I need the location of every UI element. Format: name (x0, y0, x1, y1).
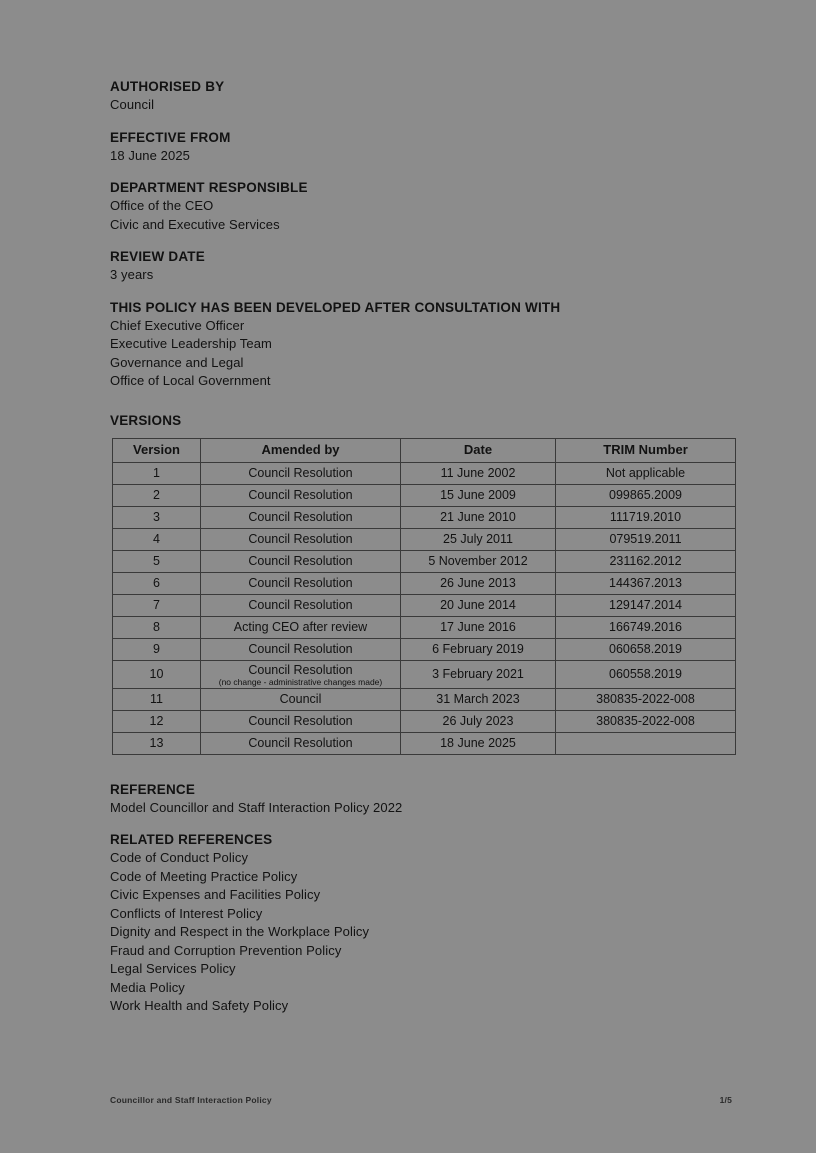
footer-document-title: Councillor and Staff Interaction Policy (110, 1095, 272, 1105)
cell-date: 21 June 2010 (401, 506, 556, 528)
cell-date: 3 February 2021 (401, 660, 556, 688)
cell-trim: 144367.2013 (556, 572, 736, 594)
section-line: Chief Executive Officer (110, 317, 245, 333)
cell-amended-by: Acting CEO after review (201, 616, 401, 638)
section-line: 3 years (110, 267, 154, 282)
section-effective-from (110, 129, 732, 166)
cell-amended-by: Council Resolution (201, 732, 401, 754)
column-header-version: Version (113, 438, 201, 462)
cell-version: 11 (113, 688, 201, 710)
section-heading: RELATED REFERENCES (110, 832, 273, 847)
cell-amended-by: Council Resolution (201, 462, 401, 484)
cell-version: 6 (113, 572, 201, 594)
table-row (113, 528, 736, 550)
table-row (113, 660, 736, 688)
table-row (113, 688, 736, 710)
section-line: Office of Local Government (110, 373, 271, 388)
table-row (113, 616, 736, 638)
cell-trim (556, 732, 736, 754)
cell-trim: 166749.2016 (556, 616, 736, 638)
cell-trim: 111719.2010 (556, 506, 736, 528)
column-header-date: Date (401, 438, 556, 462)
table-row (113, 462, 736, 484)
table-row (113, 710, 736, 732)
section-line: Office of the CEO (110, 198, 214, 213)
cell-amended-by: Council Resolution (201, 710, 401, 732)
section-authorised-by (110, 78, 732, 115)
cell-amended-by: Council Resolution (201, 484, 401, 506)
section-heading: AUTHORISED BY (110, 79, 225, 94)
page-footer (110, 1095, 732, 1105)
related-reference-item: Fraud and Corruption Prevention Policy (110, 942, 342, 958)
cell-trim: 060658.2019 (556, 638, 736, 660)
table-row (113, 732, 736, 754)
section-line: Civic and Executive Services (110, 216, 280, 232)
cell-date: 18 June 2025 (401, 732, 556, 754)
related-reference-item: Work Health and Safety Policy (110, 998, 289, 1013)
cell-version: 4 (113, 528, 201, 550)
cell-amended-by: Council Resolution (201, 572, 401, 594)
related-reference-item: Code of Meeting Practice Policy (110, 868, 298, 884)
section-reference (110, 781, 732, 818)
cell-trim: 079519.2011 (556, 528, 736, 550)
section-related-references (110, 831, 732, 1016)
section-consultation (110, 299, 732, 391)
section-review-date (110, 248, 732, 285)
table-row (113, 638, 736, 660)
related-reference-item: Dignity and Respect in the Workplace Policy (110, 924, 370, 939)
section-line: Governance and Legal (110, 354, 244, 370)
cell-trim: 380835-2022-008 (556, 688, 736, 710)
cell-amended-by-text: Council Resolution (248, 662, 353, 677)
versions-table (112, 438, 736, 755)
cell-version: 9 (113, 638, 201, 660)
related-reference-item: Conflicts of Interest Policy (110, 905, 263, 921)
cell-version: 7 (113, 594, 201, 616)
cell-date: 11 June 2002 (401, 462, 556, 484)
cell-date: 20 June 2014 (401, 594, 556, 616)
cell-date: 26 June 2013 (401, 572, 556, 594)
cell-amended-by: Council (201, 688, 401, 710)
cell-amended-by: Council Resolution (201, 638, 401, 660)
table-header-row (113, 438, 736, 462)
cell-version: 10 (113, 660, 201, 688)
section-heading: DEPARTMENT RESPONSIBLE (110, 180, 308, 195)
cell-date: 26 July 2023 (401, 710, 556, 732)
section-heading: REVIEW DATE (110, 249, 205, 264)
versions-heading: VERSIONS (110, 412, 182, 428)
column-header-trim-number: TRIM Number (556, 438, 736, 462)
cell-amended-by: Council Resolution (201, 594, 401, 616)
section-line: Executive Leadership Team (110, 336, 272, 351)
cell-version: 8 (113, 616, 201, 638)
cell-date: 25 July 2011 (401, 528, 556, 550)
related-reference-item: Media Policy (110, 979, 185, 995)
cell-amended-by: Council Resolution (201, 528, 401, 550)
cell-date: 31 March 2023 (401, 688, 556, 710)
cell-trim: 060558.2019 (556, 660, 736, 688)
cell-date: 17 June 2016 (401, 616, 556, 638)
section-line: Council (110, 97, 155, 112)
related-reference-item: Legal Services Policy (110, 961, 236, 976)
section-heading: THIS POLICY HAS BEEN DEVELOPED AFTER CONSULTATION WITH (110, 299, 561, 315)
footer-page-number: 1/5 (719, 1095, 732, 1105)
related-reference-item: Civic Expenses and Facilities Policy (110, 887, 321, 902)
section-heading: EFFECTIVE FROM (110, 129, 231, 145)
section-heading: REFERENCE (110, 781, 196, 797)
table-row (113, 572, 736, 594)
related-reference-item: Code of Conduct Policy (110, 850, 249, 865)
table-row (113, 506, 736, 528)
cell-trim: 129147.2014 (556, 594, 736, 616)
cell-amended-by (201, 660, 401, 688)
table-row (113, 594, 736, 616)
cell-amended-by: Council Resolution (201, 506, 401, 528)
table-row (113, 484, 736, 506)
section-line: Model Councillor and Staff Interaction Policy 2022 (110, 799, 403, 815)
cell-trim: 380835-2022-008 (556, 710, 736, 732)
cell-amended-by: Council Resolution (201, 550, 401, 572)
section-department-responsible (110, 179, 732, 234)
cell-version: 12 (113, 710, 201, 732)
cell-trim: Not applicable (556, 462, 736, 484)
cell-trim: 231162.2012 (556, 550, 736, 572)
cell-amended-by-note: (no change - administrative changes made) (218, 676, 383, 687)
cell-version: 2 (113, 484, 201, 506)
cell-version: 3 (113, 506, 201, 528)
cell-date: 6 February 2019 (401, 638, 556, 660)
cell-version: 5 (113, 550, 201, 572)
cell-version: 13 (113, 732, 201, 754)
table-row (113, 550, 736, 572)
cell-trim: 099865.2009 (556, 484, 736, 506)
column-header-amended-by: Amended by (201, 438, 401, 462)
cell-date: 5 November 2012 (401, 550, 556, 572)
section-line: 18 June 2025 (110, 147, 190, 163)
cell-date: 15 June 2009 (401, 484, 556, 506)
cell-version: 1 (113, 462, 201, 484)
